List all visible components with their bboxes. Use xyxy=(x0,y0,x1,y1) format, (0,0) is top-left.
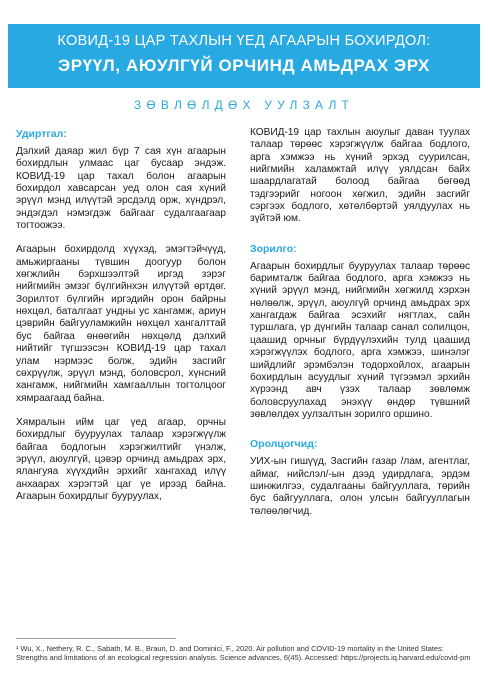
intro-paragraph-4: КОВИД-19 цар тахлын аюулыг даван туулах талаар төрөөс хэрэгжүүлж байгаа бодлого, арга хэмжээ нь хүний эрхэд суурилсан, нийгмийн халамжтай илүү уялдсан байх шаардлагатай болоод байгаа бөгөөд тэдгээрийг ногоон хөгжил, эдийн засгийг сэргээх бодлого, хөтөлбөртэй уялдуулах нь зүйтэй юм. xyxy=(250,127,470,225)
footnote: ¹ Wu, X., Nethery, R. C., Sabath, M. B., Braun, D. and Dominici, F., 2020. Air pollution and COVID-19 mortality in the United States: Strengths and limitations of an ecological regression analysis. Science advances, 6(45). Accessed: https://projects.iq.harvard.edu/covid-pm xyxy=(16,644,471,663)
footnote-divider xyxy=(16,638,176,639)
goal-heading: Зорилго: xyxy=(250,242,297,255)
organizers-paragraph: УИХ-ын гишүүд, Засгийн газар /лам, агентлаг, аймаг, нийслэл/-ын дээд удирдлага, эрдэм шинжилгээ, судалгааны байгууллага, төрийн бус байгууллага, олон улсын байгууллагын төлөөлөгчид. xyxy=(250,456,470,517)
intro-paragraph-2: Агаарын бохирдолд хүүхэд, эмэгтэйчүүд, амьжиргааны түвшин доогуур болон хөгжлийн бэрхшээлтэй иргэд зэрэг нийгмийн эмзэг бүлгийнхэн илүүтэй өртдөг. Зорилтот бүлгийн иргэдийн орон байрны нөхцөл, баталгаат ундны ус хангамж, ариун цэврийн байгууламжийн нөхцөл хангалттай бус байгаа өнөөгийн нөхцөлд дэлхий нийтийг түгшээсэн КОВИД-19 цар тахал улам нэрмээс болж, эдийн засгийг сөхрүүлж, эрүүл мэнд, боловсрол, хүнсний хангамж, нийгмийн хамгааллын тогтолцоог хямраагаад байна. xyxy=(16,244,226,404)
document-subtitle: ЗӨВЛӨЛДӨХ УУЛЗАЛТ xyxy=(133,98,355,112)
intro-paragraph-3: Хямралын ийм цаг үед агаар, орчны бохирдлыг бууруулах талаар хэрэгжүүлж байгаа бодлогын хэрэгжилтийг үнэлж, эрүүл, аюулгүй, цэвэр орчинд амьдрах эрх, ялангуяа хүүхдийн эрхийг хангахад илүү анхаарах хэрэгтэй цаг үе ирээд байна. Агаарын бохирдлыг бууруулах, xyxy=(16,416,226,502)
banner-title-line1: КОВИД-19 ЦАР ТАХЛЫН ҮЕД АГААРЫН БОХИРДОЛ: xyxy=(57,33,431,49)
banner-title-line2: ЭРҮҮЛ, АЮУЛГҮЙ ОРЧИНД АМЬДРАХ ЭРХ xyxy=(58,56,430,75)
organizers-heading: Оролцогчид: xyxy=(250,438,318,451)
intro-paragraph-1: Дэлхий даяар жил бүр 7 сая хүн агаарын бохирдлын улмаас цаг бусаар эндэж. КОВИД-19 цар тахал болон агаарын бохирдол хавсарсан уед олон сая хүний эрүүл мэнд илүүтэй эрсдэлд орж, хүндрэл, эндэгдэл нэмэгдэж байгааг судалгаагаар тогтоожээ. xyxy=(16,146,226,232)
left-column xyxy=(16,127,226,503)
right-column xyxy=(250,127,470,518)
title-banner xyxy=(8,24,480,88)
goal-paragraph: Агаарын бохирдлыг бууруулах талаар төрөөс баримталж байгаа бодлого, арга хэмжээ нь хүний эрүүл мэнд, нийгмийн хөгжилд хэрхэн нөлөөлж, эрүүл, аюулгүй орчинд амьдрах эрх хангагдаж байгаа эсэхийг нягтлах, сайн туршлага, үр дүнгийн талаар санал солилцон, цаашид орчныг бүрдүүлэхийн тулд цаашид хэрэгжүүлэх бодлого, арга хэмжээ, шинэлэг шийдлийг эрэмбэлэн тодорхойлох, агаарын бохирдлын асуудлыг хүний түгээмэл эрхийн хүрээнд авч үзэх талаар зөвлөмж боловсруулахад энэхүү өндөр түвшний зөвлөлдөх уулзалтын зорилго оршино. xyxy=(250,260,470,420)
intro-heading: Удиртгал: xyxy=(16,128,67,140)
